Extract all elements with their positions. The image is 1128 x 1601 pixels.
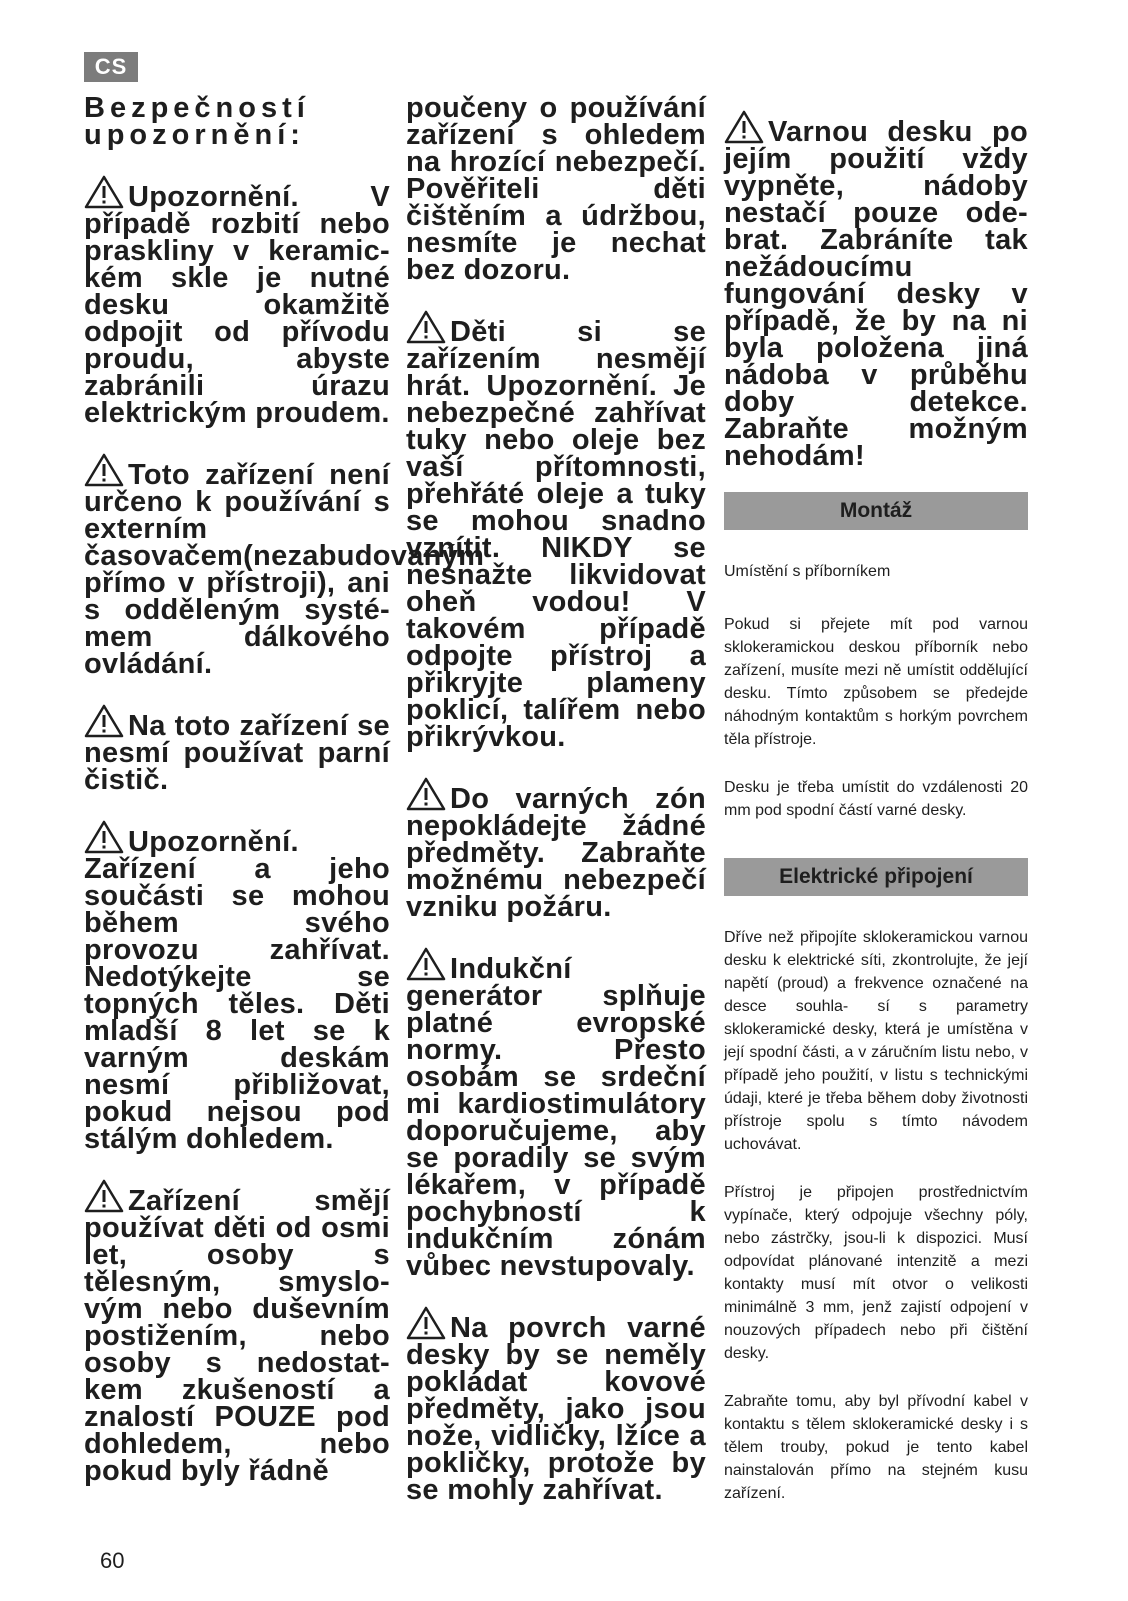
warning-triangle-icon xyxy=(84,453,124,487)
warning-triangle-icon xyxy=(84,820,124,854)
warning-triangle-icon xyxy=(84,175,124,209)
section-title-montaz: Montáž xyxy=(724,492,1028,530)
warning-metal-objects xyxy=(406,1306,706,1504)
warning-children-use xyxy=(84,1179,390,1485)
warning-glass-breakage xyxy=(84,175,390,427)
warning-triangle-icon xyxy=(406,1306,446,1340)
paragraph: Desku je třeba umístit do vzdálenosti 20 mm pod spodní částí varné desky. xyxy=(724,779,1028,819)
warning-no-objects xyxy=(406,777,706,921)
safety-heading-text: Bezpečností upozornění: xyxy=(84,92,310,151)
paragraph: Přístroj je připojen prostřednictvím vypínače, který odpojuje všechny póly, nebo zástrčky, jsou-li k dispozici. Musí odpovídat plánované intenzitě a mezi kontakty musí mít otvor o velikosti minimálně 3 mm, jenž zajistí odpojení v nouzových případech nebo při čištění desky. xyxy=(724,1184,1028,1362)
warning-text: poučeny o používání zařízení s ohledem na hrozící nebezpečí. Pověřiteli děti čištěním a údržbou, nesmíte je nechat bez dozoru. xyxy=(406,92,706,286)
warning-triangle-icon xyxy=(84,1179,124,1213)
warning-text: Na toto zařízení se nesmí používat parní čistič. xyxy=(84,710,390,796)
warning-switch-off xyxy=(724,110,1028,470)
language-badge: CS xyxy=(84,52,138,82)
warning-text: Toto zařízení není určeno k používání s externím časovačem(nezabudovaným přímo v přístroji), ani s odděleným systé- mem dálkového ovládání. xyxy=(84,459,485,680)
warning-hot-parts xyxy=(84,820,390,1153)
warning-text: Do varných zón nepokládejte žádné předměty. Zabraňte možnému nebezpečí vzniku požáru. xyxy=(406,783,706,923)
safety-heading xyxy=(84,92,390,151)
warning-steam-cleaner xyxy=(84,704,390,794)
section-title-electrical: Elektrické připojení xyxy=(724,858,1028,896)
warning-text: Indukční generátor splňuje platné evropské normy. Přesto osobám se srdeční mi kardiostimulátory doporučujeme, aby se poradily se svým lékařem, v případě pochybností k indukčním zónám vůbec nevstupovaly. xyxy=(406,953,706,1282)
warning-continuation xyxy=(406,92,706,286)
warning-text: Varnou desku po jejím použití vždy vypněte, nádoby nestačí pouze ode- brat. Zabráníte tak nežádoucímu fungování desky v případě, že by na ni byla položena jiná nádoba v průběhu doby detekce. Zabraňte možným nehodám! xyxy=(724,116,1028,472)
column-3 xyxy=(724,110,1028,1530)
warning-text: Děti si se zařízením nesmějí hrát. Upozornění. Je nebezpečné zahřívat tuky nebo oleje bez vaší přítomnosti, přehřáté oleje a tuky se mohou snadno vznítit. NIKDY se nesnažte likvidovat oheň vodou! V takovém případě odpojte přístroj a přikryjte plameny poklicí, talířem nebo přikrývkou. xyxy=(406,316,706,753)
warning-triangle-icon xyxy=(406,777,446,811)
warning-triangle-icon xyxy=(406,310,446,344)
warning-triangle-icon xyxy=(84,704,124,738)
warning-triangle-icon xyxy=(406,947,446,981)
subsection-title: Umístění s příborníkem xyxy=(724,563,891,580)
warning-text: Upozornění. Zařízení a jeho součásti se mohou během svého provozu zahřívat. Nedotýkejte se topných těles. Děti mladší 8 let se k varným deskám nesmí přibližovat, pokud nejsou pod stálým dohledem. xyxy=(84,826,390,1155)
warning-text: Zařízení smějí používat děti od osmi let, osoby s tělesným, smyslo- vým nebo duševním postižením, nebo osoby s nedostat- kem zkušeností a znalostí POUZE pod dohledem, nebo pokud byly řádně xyxy=(84,1185,390,1487)
paragraph: Pokud si přejete mít pod varnou sklokeramickou deskou příborník nebo zařízení, musíte mezi ně umístit oddělující desku. Tímto způsobem se předejde náhodným kontaktům s horkým povrchem těla přístroje. xyxy=(724,616,1028,748)
paragraph: Zabraňte tomu, aby byl přívodní kabel v kontaktu s tělem sklokeramické desky i s tělem trouby, pokud je tento kabel nainstalován přímo na stejném kusu zařízení. xyxy=(724,1393,1028,1502)
warning-external-timer xyxy=(84,453,485,680)
column-1 xyxy=(84,92,485,1511)
warning-induction-pacemaker xyxy=(406,947,706,1280)
warning-triangle-icon xyxy=(724,110,764,144)
page-number: 60 xyxy=(100,1548,125,1573)
warning-children-play xyxy=(406,310,706,751)
warning-text: Na povrch varné desky by se neměly pokládat kovové předměty, jako jsou nože, vidličky, lžíce a pokličky, protože by se mohly zahřívat. xyxy=(406,1312,706,1506)
column-2 xyxy=(406,92,706,1530)
paragraph: Dříve než připojíte sklokeramickou varnou desku k elektrické síti, zkontrolujte, že její napětí (proud) a frekvence označené na desce souhla- sí s parametry sklokeramické desky, která je umístěna v její spodní části, a v záručním listu nebo, v případě jeho použití, v listu s technickými údaji, které je třeba během doby životnosti přístroje spolu s tímto návodem uchovávat. xyxy=(724,929,1028,1153)
warning-text: Upozornění. V případě rozbití nebo praskliny v keramic- kém skle je nutné desku okamžitě odpojit od přívodu proudu, abyste zabránili úrazu elektrickým proudem. xyxy=(84,181,390,429)
